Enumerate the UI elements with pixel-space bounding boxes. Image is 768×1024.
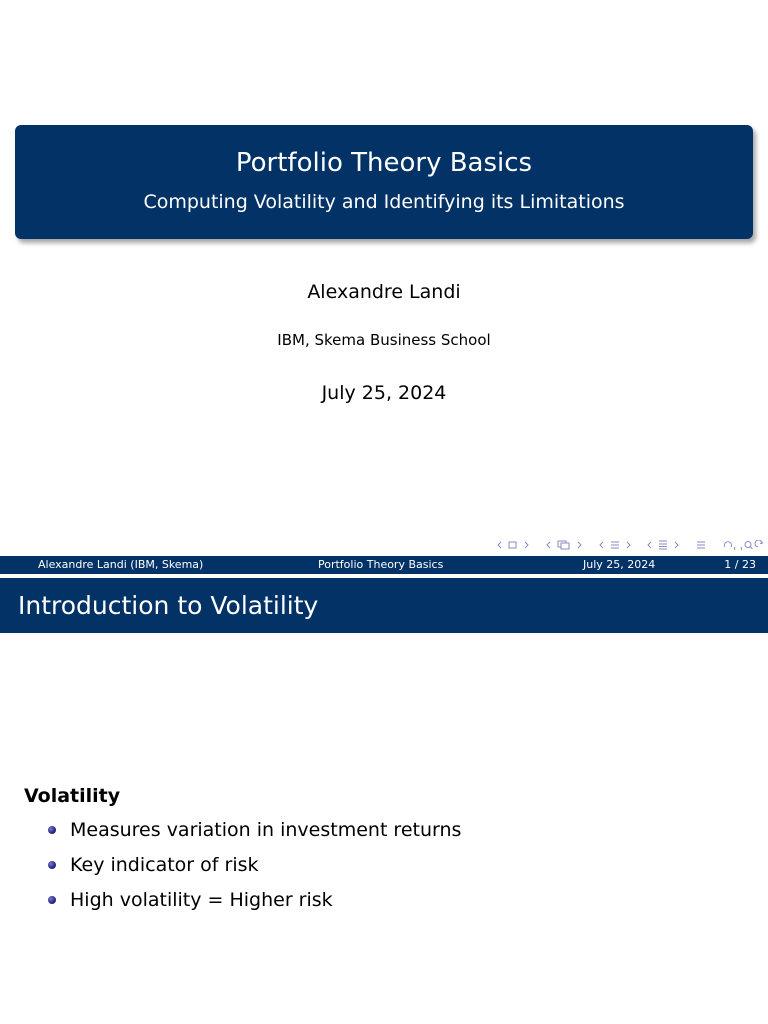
- footer-page-number: 1 / 23: [724, 558, 756, 571]
- nav-align-icon[interactable]: [695, 540, 707, 550]
- presentation-title: Portfolio Theory Basics: [235, 148, 533, 178]
- title-box: [15, 125, 753, 239]
- list-item-text: High volatility = Higher risk: [70, 889, 333, 911]
- list-item-text: Key indicator of risk: [70, 854, 259, 876]
- presentation-subtitle: Computing Volatility and Identifying its Limitations: [143, 191, 625, 213]
- list-item: [48, 817, 461, 852]
- list-item: [48, 852, 461, 887]
- frame-title: Introduction to Volatility: [18, 591, 319, 620]
- footer-author: Alexandre Landi (IBM, Skema): [38, 558, 204, 571]
- presentation-date: July 25, 2024: [321, 382, 447, 404]
- list-item: [48, 887, 461, 922]
- bullet-icon: [48, 826, 56, 834]
- bullet-icon: [48, 861, 56, 869]
- nav-document-icon[interactable]: [646, 540, 680, 550]
- nav-subsection-icon[interactable]: [545, 540, 583, 550]
- footer-bar: [0, 556, 768, 574]
- navigation-symbols: [496, 538, 764, 552]
- nav-section-icon[interactable]: [598, 540, 632, 550]
- footer-date: July 25, 2024: [583, 558, 656, 571]
- frame-title-bar: [0, 578, 768, 633]
- footer-title: Portfolio Theory Basics: [318, 558, 444, 571]
- block-title: Volatility: [24, 785, 121, 807]
- list-item-text: Measures variation in investment returns: [70, 819, 462, 841]
- author-name: Alexandre Landi: [307, 281, 461, 303]
- nav-frame-icon[interactable]: [496, 540, 530, 550]
- nav-search-icon[interactable]: [722, 540, 764, 550]
- institute: IBM, Skema Business School: [277, 331, 491, 349]
- bullet-list: [48, 817, 461, 922]
- bullet-icon: [48, 896, 56, 904]
